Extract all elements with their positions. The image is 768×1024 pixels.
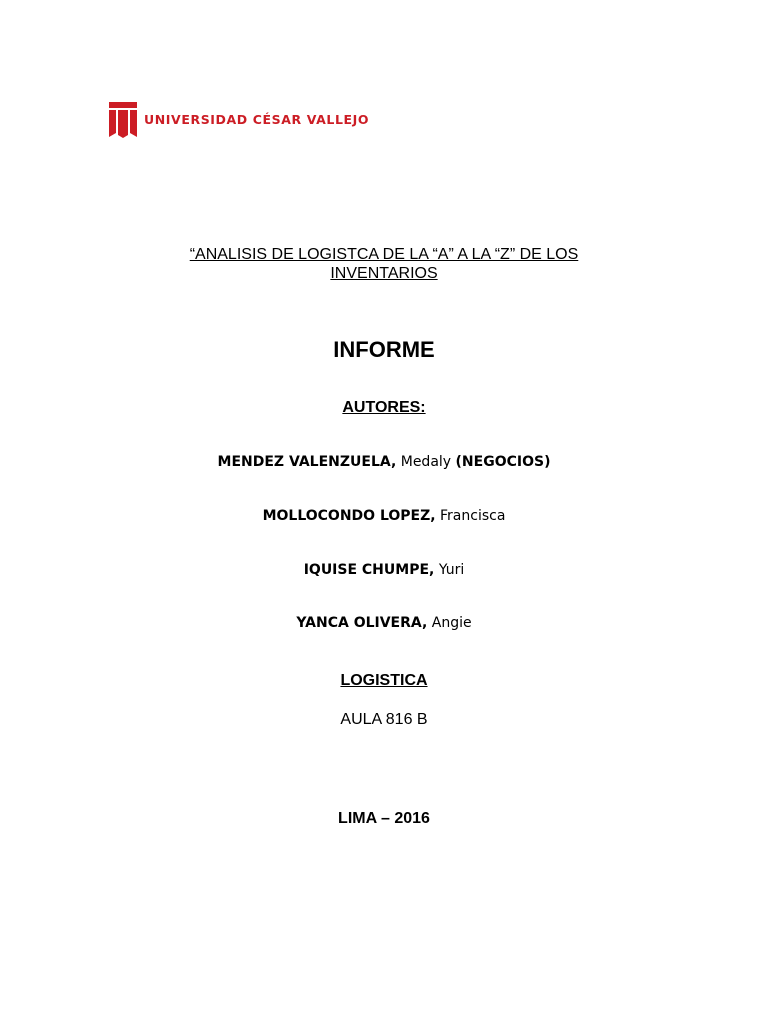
author-3-given-name: Yuri [438,562,465,578]
report-title-line-1: “ANALISIS DE LOGISTCA DE LA “A” A LA “Z” DE LOS [189,246,579,263]
university-shield-icon [108,99,138,139]
author-3 [0,562,768,578]
course-name: LOGISTICA [340,672,428,689]
university-logo [108,98,369,140]
author-2-given-name: Francisca [440,508,506,524]
report-title-line-2: INVENTARIOS [330,265,438,282]
author-1-given-name: Medaly [400,454,452,470]
author-4-given-name: Angie [431,615,472,631]
author-4-surname: YANCA OLIVERA, [296,615,428,631]
report-title [0,245,768,283]
authors-heading: AUTORES: [342,399,426,416]
author-4 [0,615,768,631]
author-2-surname: MOLLOCONDO LOPEZ, [262,508,436,524]
author-1-surname: MENDEZ VALENZUELA, [217,454,397,470]
author-2 [0,508,768,524]
author-3-surname: IQUISE CHUMPE, [303,562,435,578]
author-1 [0,454,768,470]
author-1-department: (NEGOCIOS) [455,454,551,470]
classroom: AULA 816 B [340,711,428,728]
university-name: UNIVERSIDAD CÉSAR VALLEJO [144,111,370,127]
document-type: INFORME [333,337,435,362]
place-and-year: LIMA – 2016 [338,810,430,827]
